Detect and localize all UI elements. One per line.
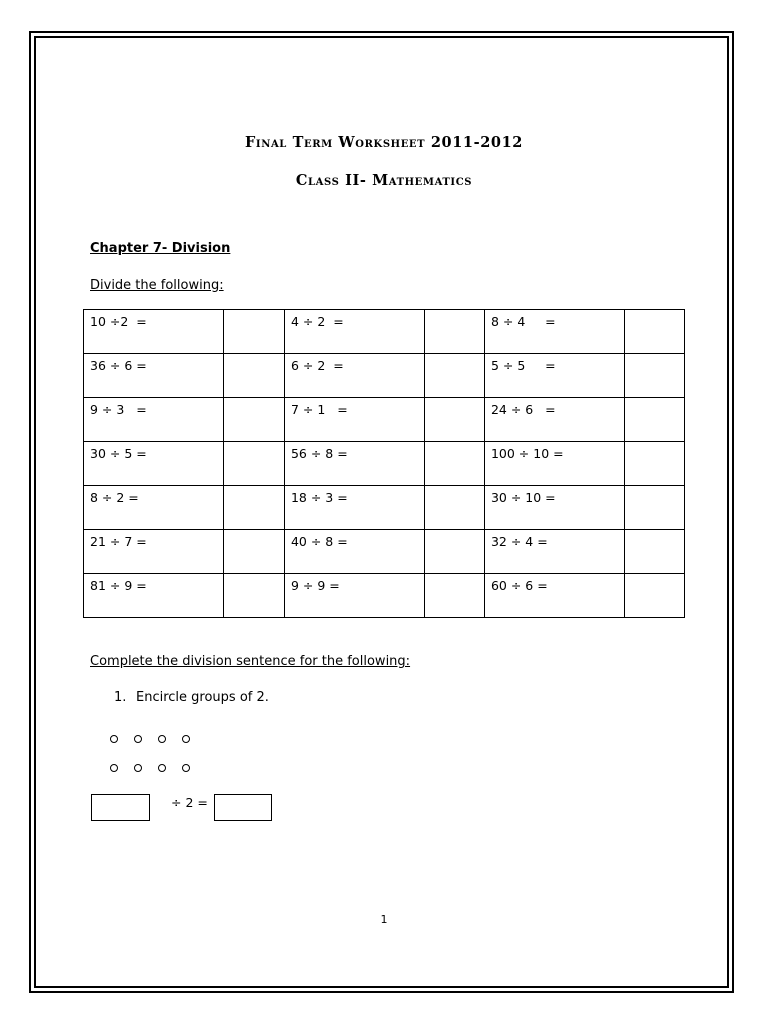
answer-cell[interactable] xyxy=(223,574,284,618)
worksheet-subtitle: Class II- Mathematics xyxy=(295,172,473,189)
division-problem: 60 ÷ 6 = xyxy=(484,574,624,618)
answer-cell[interactable] xyxy=(424,574,484,618)
answer-cell[interactable] xyxy=(223,442,284,486)
answer-cell[interactable] xyxy=(424,398,484,442)
task-number: 1. xyxy=(114,690,127,705)
circle-object xyxy=(134,764,142,772)
answer-cell[interactable] xyxy=(424,530,484,574)
circle-object xyxy=(182,735,190,743)
circle-object xyxy=(182,764,190,772)
division-problem: 9 ÷ 9 = xyxy=(284,574,424,618)
division-problem: 32 ÷ 4 = xyxy=(484,530,624,574)
chapter-heading: Chapter 7- Division xyxy=(90,241,231,256)
division-problem: 36 ÷ 6 = xyxy=(84,354,224,398)
table-row xyxy=(84,574,685,618)
answer-cell[interactable] xyxy=(624,310,684,354)
answer-cell[interactable] xyxy=(424,486,484,530)
answer-cell[interactable] xyxy=(624,398,684,442)
division-problem: 4 ÷ 2 = xyxy=(284,310,424,354)
answer-cell[interactable] xyxy=(223,398,284,442)
answer-cell[interactable] xyxy=(424,310,484,354)
page-number: 1 xyxy=(380,913,388,926)
circle-object xyxy=(158,735,166,743)
circle-object xyxy=(110,764,118,772)
answer-cell[interactable] xyxy=(624,530,684,574)
division-problem: 30 ÷ 5 = xyxy=(84,442,224,486)
division-problem: 6 ÷ 2 = xyxy=(284,354,424,398)
divide-instruction: Divide the following: xyxy=(90,278,224,293)
table-row xyxy=(84,354,685,398)
answer-cell[interactable] xyxy=(624,442,684,486)
division-sign-text: ÷ 2 = xyxy=(171,795,208,810)
task-text: Encircle groups of 2. xyxy=(136,690,269,705)
division-problem: 30 ÷ 10 = xyxy=(484,486,624,530)
division-problem: 8 ÷ 2 = xyxy=(84,486,224,530)
table-row xyxy=(84,486,685,530)
worksheet-title: Final Term Worksheet 2011-2012 xyxy=(245,134,523,151)
division-problem: 100 ÷ 10 = xyxy=(484,442,624,486)
division-problem: 21 ÷ 7 = xyxy=(84,530,224,574)
division-problem: 8 ÷ 4 = xyxy=(484,310,624,354)
circle-row xyxy=(110,728,206,747)
answer-cell[interactable] xyxy=(624,354,684,398)
division-problem: 7 ÷ 1 = xyxy=(284,398,424,442)
division-sentence-instruction: Complete the division sentence for the following: xyxy=(90,654,411,669)
division-problem: 10 ÷2 = xyxy=(84,310,224,354)
division-problem: 40 ÷ 8 = xyxy=(284,530,424,574)
dividend-answer-box[interactable] xyxy=(91,794,150,821)
answer-cell[interactable] xyxy=(624,486,684,530)
answer-cell[interactable] xyxy=(223,354,284,398)
quotient-answer-box[interactable] xyxy=(214,794,272,821)
table-row xyxy=(84,310,685,354)
division-problem: 18 ÷ 3 = xyxy=(284,486,424,530)
answer-cell[interactable] xyxy=(223,530,284,574)
circle-object xyxy=(134,735,142,743)
division-problem: 24 ÷ 6 = xyxy=(484,398,624,442)
answer-cell[interactable] xyxy=(223,486,284,530)
division-problem: 81 ÷ 9 = xyxy=(84,574,224,618)
circle-row xyxy=(110,757,206,776)
table-row xyxy=(84,442,685,486)
table-row xyxy=(84,530,685,574)
task-item xyxy=(114,690,269,705)
division-problem: 56 ÷ 8 = xyxy=(284,442,424,486)
answer-cell[interactable] xyxy=(223,310,284,354)
table-row xyxy=(84,398,685,442)
circle-object xyxy=(110,735,118,743)
answer-cell[interactable] xyxy=(424,354,484,398)
division-problem: 9 ÷ 3 = xyxy=(84,398,224,442)
answer-cell[interactable] xyxy=(424,442,484,486)
division-problem: 5 ÷ 5 = xyxy=(484,354,624,398)
answer-cell[interactable] xyxy=(624,574,684,618)
division-table xyxy=(83,309,685,618)
circle-object xyxy=(158,764,166,772)
